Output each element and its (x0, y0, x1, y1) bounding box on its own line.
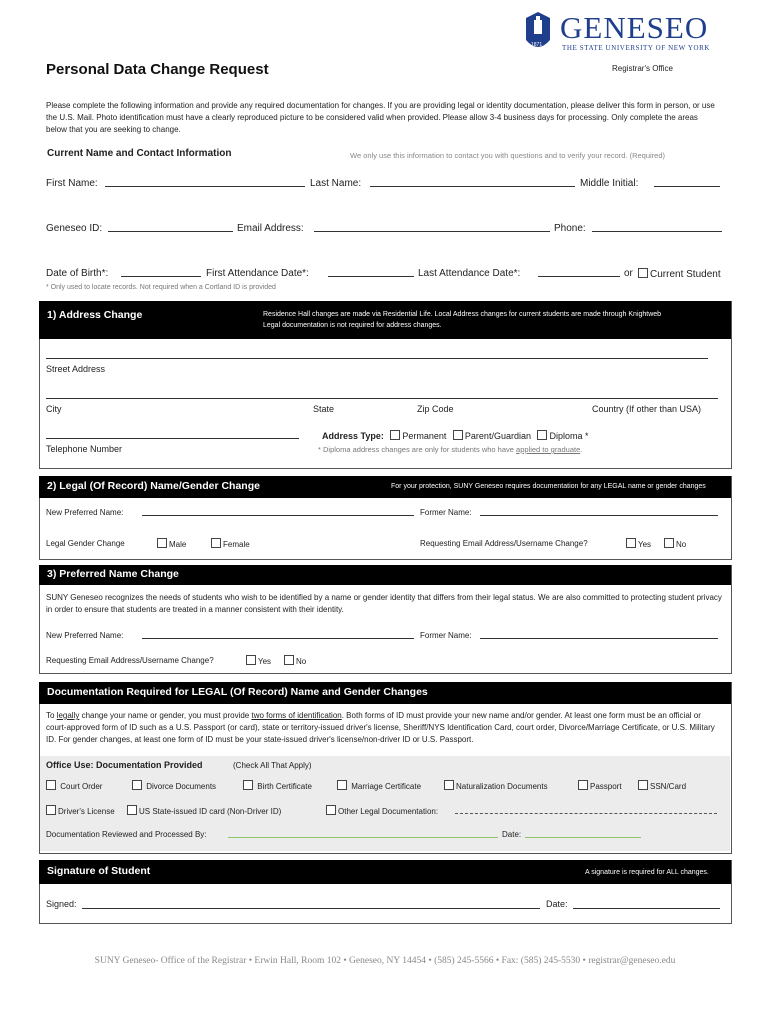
preferred-no-checkbox[interactable] (284, 655, 294, 665)
contact-footnote: * Only used to locate records. Not required when a Cortland ID is provided (46, 284, 276, 291)
seal-year: 1871 (531, 42, 543, 48)
permanent-option[interactable] (390, 431, 446, 441)
address-note-2: Legal documentation is not required for address changes. (263, 322, 442, 329)
address-note-1: Residence Hall changes are made via Residential Life. Local Address changes for current students are made through Knightweb (263, 311, 662, 318)
female-option[interactable] (211, 538, 250, 549)
legal-yes-checkbox[interactable] (626, 538, 636, 548)
current-student-label: Current Student (650, 269, 721, 280)
doc-label: Naturalization Documents (456, 782, 548, 791)
parent-checkbox[interactable] (453, 430, 463, 440)
doc-checkbox[interactable] (337, 780, 347, 790)
street-address-label: Street Address (46, 364, 106, 374)
diploma-note-text: * Diploma address changes are only for students who have (318, 445, 517, 454)
doc-divorce[interactable] (132, 780, 216, 791)
doc-marriage-certificate[interactable] (337, 780, 421, 791)
first-attendance-label: First Attendance Date*: (206, 268, 309, 279)
diploma-option[interactable] (537, 431, 588, 441)
signature-heading-bar (39, 860, 731, 884)
preferred-requesting-label: Requesting Email Address/Username Change? (46, 656, 214, 665)
reviewed-label: Documentation Reviewed and Processed By: (46, 830, 207, 839)
doc-label: US State-issued ID card (Non-Driver ID) (139, 807, 282, 816)
doc-checkbox[interactable] (243, 780, 253, 790)
address-type-label: Address Type: (322, 431, 384, 441)
legal-new-preferred-label: New Preferred Name: (46, 508, 124, 517)
middle-initial-field[interactable] (654, 186, 720, 187)
signed-label: Signed: (46, 899, 77, 909)
reviewed-date-field[interactable] (525, 837, 641, 838)
current-student-checkbox[interactable] (638, 268, 648, 278)
docs-two-forms: two forms of identification (251, 711, 342, 720)
contact-note: We only use this information to contact you with questions and to verify your record. (Required) (350, 151, 666, 160)
preferred-no-label: No (296, 657, 307, 666)
first-attendance-field[interactable] (328, 276, 414, 277)
geneseo-id-label: Geneseo ID: (46, 223, 103, 234)
doc-checkbox[interactable] (46, 805, 56, 815)
dob-field[interactable] (121, 276, 201, 277)
legal-former-label: Former Name: (420, 508, 472, 517)
preferred-text: SUNY Geneseo recognizes the needs of students who wish to be identified by a name or gender identity that differs from their legal status. We are also committed to protecting student privacy in order to ensure that students are treated in a manner consistent with their identity. (46, 593, 722, 614)
telephone-label: Telephone Number (46, 444, 123, 454)
signature-date-label: Date: (546, 899, 568, 909)
doc-label: Divorce Documents (146, 782, 217, 791)
legal-gender-label: Legal Gender Change (46, 539, 125, 548)
legal-no-checkbox[interactable] (664, 538, 674, 548)
preferred-former-field[interactable] (480, 638, 718, 639)
phone-label: Phone: (554, 223, 586, 234)
preferred-yes-label: Yes (258, 657, 272, 666)
signature-date-field[interactable] (573, 908, 720, 909)
office-label: Registrar's Office (612, 64, 673, 73)
brand-name: GENESEO (560, 10, 709, 45)
city-label: City (46, 404, 62, 414)
doc-checkbox[interactable] (127, 805, 137, 815)
preferred-new-field[interactable] (142, 638, 414, 639)
doc-checkbox[interactable] (578, 780, 588, 790)
signature-field[interactable] (82, 908, 540, 909)
male-label: Male (169, 540, 187, 549)
doc-other-field[interactable] (455, 813, 717, 814)
docs-text-2: change your name or gender, you must provide (79, 711, 252, 720)
email-field[interactable] (314, 231, 550, 232)
legal-former-field[interactable] (480, 515, 718, 516)
legal-heading: 2) Legal (Of Record) Name/Gender Change (47, 480, 260, 492)
last-attendance-field[interactable] (538, 276, 620, 277)
parent-label: Parent/Guardian (464, 431, 531, 441)
preferred-no-option[interactable] (284, 655, 306, 666)
legal-note: For your protection, SUNY Geneseo requires documentation for any LEGAL name or gender changes (391, 483, 706, 490)
diploma-note-end: . (580, 445, 583, 454)
address-heading: 1) Address Change (47, 309, 143, 321)
parent-option[interactable] (453, 431, 531, 441)
doc-label: Driver's License (58, 807, 115, 816)
address-heading-bar (39, 301, 731, 339)
intro-paragraph: Please complete the following information and provide any required documentation for changes. If you are providing legal or identity documentation, please deliver this form in person, or use the U.S. Mail. Photo identification must have a clearly reproduced picture to be considered valid when provided. Please allow 3-4 business days for processing. Only complete the areas below that you are seeking to change. (46, 101, 715, 134)
brand-tagline: THE STATE UNIVERSITY OF NEW YORK (562, 44, 711, 52)
doc-checkbox[interactable] (444, 780, 454, 790)
state-label: State (313, 404, 335, 414)
preferred-new-label: New Preferred Name: (46, 631, 124, 640)
last-name-field[interactable] (370, 186, 575, 187)
preferred-heading: 3) Preferred Name Change (47, 568, 179, 580)
male-option[interactable] (157, 538, 186, 549)
city-state-zip-field[interactable] (46, 398, 718, 399)
doc-checkbox[interactable] (132, 780, 142, 790)
male-checkbox[interactable] (157, 538, 167, 548)
page-title: Personal Data Change Request (46, 61, 269, 78)
current-student-option[interactable] (638, 268, 721, 280)
diploma-checkbox[interactable] (537, 430, 547, 440)
doc-label: Passport (590, 782, 622, 791)
country-label: Country (If other than USA) (592, 404, 702, 414)
applied-to-graduate-link[interactable]: applied to graduate (516, 445, 581, 454)
dob-label: Date of Birth*: (46, 268, 109, 279)
doc-label: SSN/Card (650, 782, 687, 791)
email-label: Email Address: (237, 223, 304, 234)
doc-label: Birth Certificate (257, 782, 312, 791)
legal-no-option[interactable] (664, 538, 686, 549)
doc-label: Other Legal Documentation: (338, 807, 439, 816)
phone-field[interactable] (592, 231, 722, 232)
doc-drivers-license[interactable] (46, 805, 115, 816)
geneseo-logo (524, 10, 724, 56)
reviewed-date-label: Date: (502, 830, 522, 839)
footer-text: SUNY Geneseo- Office of the Registrar • Erwin Hall, Room 102 • Geneseo, NY 14454 • (585) 245-5566 • Fax: (585) 245-5530 • registrar@geneseo.edu (94, 956, 676, 966)
legal-new-preferred-field[interactable] (142, 515, 414, 516)
or-text: or (624, 268, 633, 279)
docs-heading: Documentation Required for LEGAL (Of Record) Name and Gender Changes (47, 686, 428, 698)
last-name-label: Last Name: (310, 178, 362, 189)
diploma-note (318, 445, 582, 454)
last-attendance-label: Last Attendance Date*: (418, 268, 521, 279)
doc-passport[interactable] (578, 780, 622, 791)
doc-label: Court Order (60, 782, 103, 791)
legal-heading-bar (39, 476, 731, 498)
preferred-heading-bar (39, 565, 731, 585)
doc-court-order[interactable] (46, 780, 102, 791)
telephone-field[interactable] (46, 438, 299, 439)
doc-state-id[interactable] (127, 805, 281, 816)
office-use-label: Office Use: Documentation Provided (46, 760, 203, 770)
preferred-yes-checkbox[interactable] (246, 655, 256, 665)
signature-note: A signature is required for ALL changes. (585, 869, 709, 876)
contact-heading: Current Name and Contact Information (47, 148, 232, 159)
doc-ssn[interactable] (638, 780, 686, 791)
reviewed-field[interactable] (228, 837, 498, 838)
permanent-label: Permanent (402, 431, 447, 441)
preferred-yes-option[interactable] (246, 655, 271, 666)
docs-heading-bar (39, 682, 731, 704)
address-type-row (322, 430, 589, 441)
middle-initial-label: Middle Initial: (580, 178, 639, 189)
legal-requesting-label: Requesting Email Address/Username Change? (420, 539, 588, 548)
signature-heading: Signature of Student (47, 865, 151, 877)
check-all-label: (Check All That Apply) (233, 761, 312, 770)
doc-checkbox[interactable] (46, 780, 56, 790)
legal-no-label: No (676, 540, 687, 549)
first-name-label: First Name: (46, 178, 98, 189)
doc-checkbox[interactable] (326, 805, 336, 815)
doc-birth-certificate[interactable] (243, 780, 312, 791)
legal-yes-label: Yes (638, 540, 652, 549)
docs-text-1: To (46, 711, 57, 720)
female-checkbox[interactable] (211, 538, 221, 548)
zip-label: Zip Code (417, 404, 454, 414)
docs-legally: legally (56, 711, 80, 720)
female-label: Female (223, 540, 250, 549)
doc-naturalization[interactable] (444, 780, 548, 791)
permanent-checkbox[interactable] (390, 430, 400, 440)
doc-checkbox[interactable] (638, 780, 648, 790)
diploma-label: Diploma * (549, 431, 589, 441)
legal-yes-option[interactable] (626, 538, 651, 549)
docs-paragraph (46, 710, 722, 746)
first-name-field[interactable] (105, 186, 305, 187)
preferred-former-label: Former Name: (420, 631, 472, 640)
doc-label: Marriage Certificate (351, 782, 422, 791)
geneseo-id-field[interactable] (108, 231, 233, 232)
street-address-field[interactable] (46, 358, 708, 359)
docs-text-3: . Both forms of ID must provide your new name and/or gender. At least one form must be an official or court-approved form of ID such as a U.S. Passport (or card), state or territory-issued driver's license, Sheriff/NYS Identification Card, court order, Divorce/Marriage Certificate, or U.S. Military ID. For gender changes, at least one form of ID must be your state-issued driver's license/non-driver ID or U.S. Passport. (46, 711, 715, 744)
doc-other[interactable] (326, 805, 438, 816)
